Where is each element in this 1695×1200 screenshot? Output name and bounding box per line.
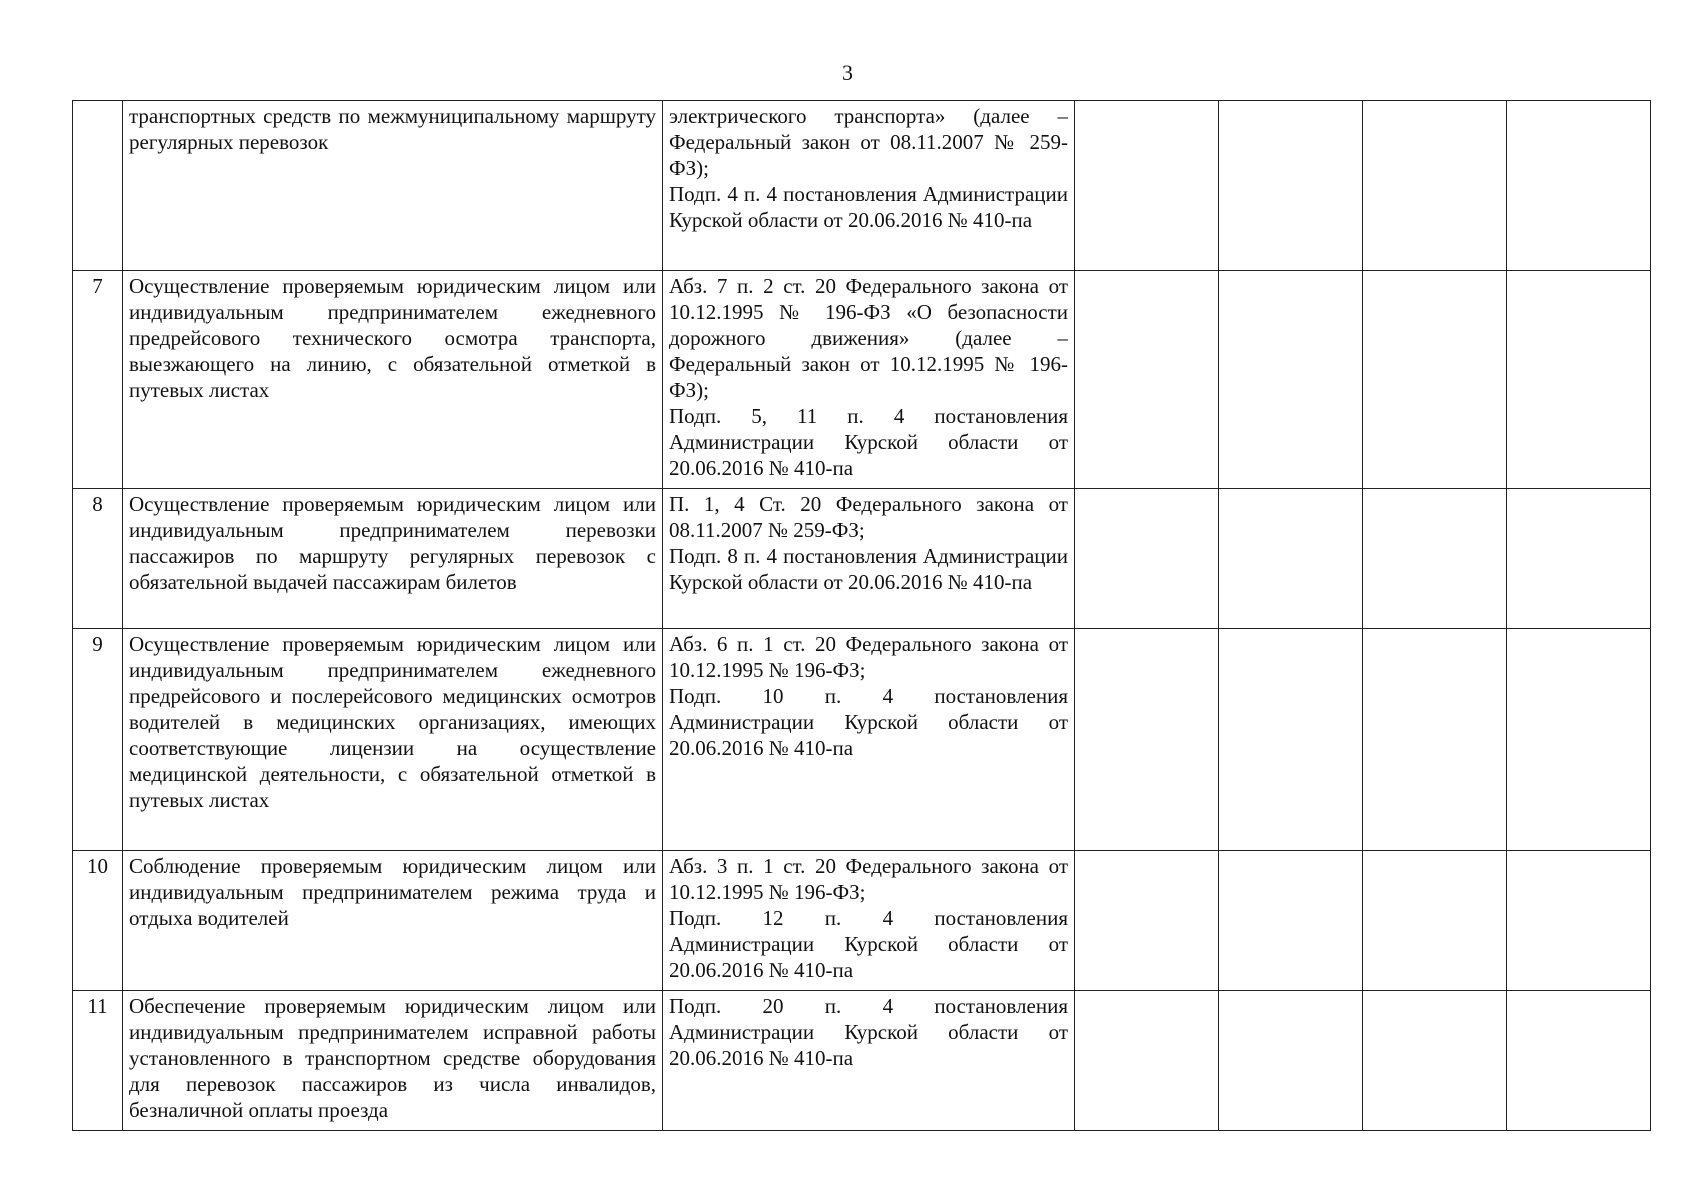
requirement-cell: Обеспечение проверяемым юридическим лицом или индивидуальным предпринимателем исправной работы установленного в транспортном средстве оборудования для перевозок пассажиров из числа инвалидов, безналичной оплаты проезда [123,991,663,1131]
answer-cell-no[interactable] [1219,991,1363,1131]
table-row [73,271,1651,489]
answer-cell-yes[interactable] [1075,489,1219,629]
answer-cell-na[interactable] [1363,851,1507,991]
answer-cell-na[interactable] [1363,101,1507,271]
legal-reference: Абз. 6 п. 1 ст. 20 Федерального закона от 10.12.1995 № 196-ФЗ; [669,632,1068,682]
answer-cell-note[interactable] [1507,991,1651,1131]
legal-reference: Подп. 12 п. 4 постановления Администрации Курской области от 20.06.2016 № 410-па [669,906,1068,982]
row-number: 11 [73,991,123,1131]
answer-cell-no[interactable] [1219,851,1363,991]
legal-reference-cell [663,101,1075,271]
legal-reference: Абз. 7 п. 2 ст. 20 Федерального закона от 10.12.1995 № 196-ФЗ «О безопасности дорожного движения» (далее – Федеральный закон от 10.12.1995 № 196-ФЗ); [669,274,1068,402]
legal-reference-cell [663,851,1075,991]
answer-cell-note[interactable] [1507,629,1651,851]
answer-cell-yes[interactable] [1075,101,1219,271]
legal-reference-cell [663,489,1075,629]
answer-cell-note[interactable] [1507,271,1651,489]
row-number [73,101,123,271]
table-row [73,991,1651,1131]
legal-reference-cell [663,991,1075,1131]
requirement-cell: Осуществление проверяемым юридическим лицом или индивидуальным предпринимателем ежедневного предрейсового и послерейсового медицинских осмотров водителей в медицинских организациях, имеющих соответствующие лицензии на осуществление медицинской деятельности, с обязательной отметкой в путевых листах [123,629,663,851]
answer-cell-na[interactable] [1363,629,1507,851]
row-number: 10 [73,851,123,991]
legal-reference: Абз. 3 п. 1 ст. 20 Федерального закона от 10.12.1995 № 196-ФЗ; [669,854,1068,904]
answer-cell-yes[interactable] [1075,629,1219,851]
answer-cell-no[interactable] [1219,629,1363,851]
answer-cell-note[interactable] [1507,489,1651,629]
row-number: 7 [73,271,123,489]
table-row [73,101,1651,271]
requirement-cell: транспортных средств по межмуниципальному маршруту регулярных перевозок [123,101,663,271]
answer-cell-yes[interactable] [1075,851,1219,991]
answer-cell-no[interactable] [1219,101,1363,271]
legal-reference: Подп. 5, 11 п. 4 постановления Администрации Курской области от 20.06.2016 № 410-па [669,404,1068,480]
legal-reference: Подп. 8 п. 4 постановления Администрации Курской области от 20.06.2016 № 410-па [669,544,1068,594]
answer-cell-no[interactable] [1219,489,1363,629]
answer-cell-na[interactable] [1363,271,1507,489]
table-row [73,851,1651,991]
legal-reference: Подп. 10 п. 4 постановления Администрации Курской области от 20.06.2016 № 410-па [669,684,1068,760]
legal-reference-cell [663,271,1075,489]
requirement-cell: Осуществление проверяемым юридическим лицом или индивидуальным предпринимателем перевозки пассажиров по маршруту регулярных перевозок с обязательной выдачей пассажирам билетов [123,489,663,629]
answer-cell-yes[interactable] [1075,991,1219,1131]
legal-reference: Подп. 20 п. 4 постановления Администрации Курской области от 20.06.2016 № 410-па [669,994,1068,1070]
answer-cell-note[interactable] [1507,851,1651,991]
answer-cell-na[interactable] [1363,991,1507,1131]
row-number: 8 [73,489,123,629]
answer-cell-yes[interactable] [1075,271,1219,489]
legal-reference: Подп. 4 п. 4 постановления Администрации Курской области от 20.06.2016 № 410-па [669,182,1068,232]
table-row [73,629,1651,851]
answer-cell-na[interactable] [1363,489,1507,629]
legal-reference-cell [663,629,1075,851]
table-row [73,489,1651,629]
answer-cell-note[interactable] [1507,101,1651,271]
legal-reference: электрического транспорта» (далее – Федеральный закон от 08.11.2007 № 259-ФЗ); [669,104,1068,180]
checklist-body [73,101,1651,1131]
requirement-cell: Соблюдение проверяемым юридическим лицом или индивидуальным предпринимателем режима труда и отдыха водителей [123,851,663,991]
requirement-cell: Осуществление проверяемым юридическим лицом или индивидуальным предпринимателем ежедневного предрейсового технического осмотра транспорта, выезжающего на линию, с обязательной отметкой в путевых листах [123,271,663,489]
row-number: 9 [73,629,123,851]
legal-reference: П. 1, 4 Ст. 20 Федерального закона от 08.11.2007 № 259-ФЗ; [669,492,1068,542]
answer-cell-no[interactable] [1219,271,1363,489]
page-number: 3 [842,60,853,85]
checklist-table [72,100,1651,1131]
